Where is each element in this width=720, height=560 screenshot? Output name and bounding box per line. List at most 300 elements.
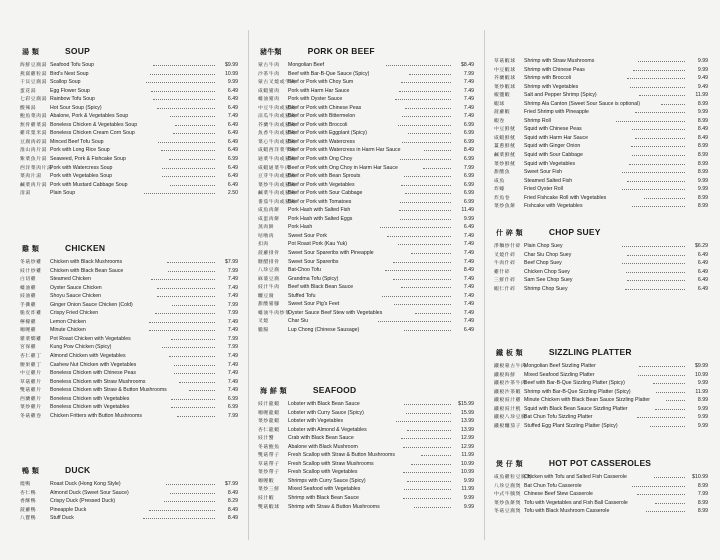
soup-chinese-title: 湯 類	[22, 47, 40, 56]
menu-item-price: 13.99	[461, 418, 474, 425]
menu-item-price: 7.49	[463, 241, 475, 248]
menu-item-price: 7.49	[227, 318, 239, 325]
menu-item-price: $15.99	[458, 401, 474, 407]
dot-leader	[151, 275, 215, 280]
menu-item	[20, 112, 238, 121]
menu-item-price: 6.49	[463, 326, 475, 333]
menu-item-chinese-name: 三鮮什碎	[494, 278, 516, 284]
menu-item	[258, 95, 474, 104]
menu-item-name: Boneless Chicken with Vegetables	[50, 395, 130, 402]
menu-item-name: Pineapple Duck	[50, 506, 87, 513]
menu-item-chinese-name: 豉油雞	[20, 294, 37, 300]
menu-item	[494, 117, 708, 126]
menu-item-price: 10.99	[461, 469, 474, 476]
menu-item-chinese-name: 咸魚雞粒豆腐煲	[494, 475, 532, 480]
menu-item	[258, 146, 474, 155]
menu-item	[494, 74, 708, 83]
dot-leader	[162, 164, 215, 169]
menu-item-price: 9.99	[697, 58, 708, 64]
menu-item-price: 8.99	[697, 482, 709, 489]
menu-item	[258, 155, 474, 164]
menu-item-chinese-name: 雞什碎	[494, 269, 511, 275]
menu-item	[494, 507, 708, 516]
dot-leader	[158, 138, 215, 143]
dot-leader	[401, 78, 451, 83]
menu-item-price: 8.29	[227, 498, 238, 505]
menu-item-price: 8.49	[227, 489, 238, 496]
menu-item-name: Beef or Pork with Watercress	[288, 138, 355, 145]
menu-item	[258, 232, 474, 241]
menu-item-price: 7.99	[697, 491, 709, 498]
pork-beef-list	[258, 61, 474, 335]
menu-item-name: Char Siu	[288, 318, 309, 325]
menu-item-chinese-name: 菜炒帶子	[258, 470, 280, 476]
menu-item-chinese-name: 蠔油牛肉炒菜	[258, 310, 291, 316]
dot-leader	[167, 258, 215, 263]
menu-item	[494, 396, 708, 405]
dot-leader	[168, 267, 215, 272]
menu-item-price: 7.99	[227, 301, 239, 308]
menu-item	[258, 317, 474, 326]
menu-item	[494, 185, 708, 194]
menu-item-chinese-name: 沙茶牛肉	[258, 71, 280, 77]
menu-item	[494, 388, 708, 397]
dot-leader	[630, 83, 685, 88]
menu-item-price: $7.99	[225, 481, 239, 487]
menu-item-price: 9.99	[463, 495, 474, 502]
menu-item-chinese-name: 無骨雞菜湯	[20, 122, 47, 128]
menu-item-name: Scallop Soup	[50, 79, 81, 86]
menu-item-name: Pot Roast Chicken with Vegetables	[50, 335, 131, 342]
dot-leader	[170, 112, 215, 117]
menu-item-name: Lobster with Curry Sauce (Spicy)	[288, 409, 364, 416]
menu-item-name: Fried Oyster Roll	[524, 186, 563, 193]
dot-leader	[170, 489, 215, 494]
menu-item-price: 7.49	[227, 387, 238, 394]
menu-item-price: 6.99	[227, 395, 238, 402]
menu-item-name: Beef or Pork with Bittermelon	[288, 113, 356, 120]
menu-item-price: 11.99	[695, 388, 709, 395]
dot-leader	[157, 292, 215, 297]
menu-item-chinese-name: 扣肉	[258, 242, 269, 248]
menu-item-chinese-name: 燒鴨	[20, 482, 31, 487]
menu-item-price: 6.49	[697, 251, 709, 258]
menu-item-name: Stuffed Egg Plant Sizzling Platter (Spicy)	[524, 422, 618, 429]
menu-item-name: Beef or Pork with Ong Choy in Harm Har Sauce	[288, 164, 398, 171]
dot-leader	[189, 386, 215, 391]
hot-pot-list	[494, 473, 708, 516]
dot-leader	[162, 172, 215, 177]
menu-item-name: Fried Shrimp with Pineapple	[524, 109, 589, 116]
dot-leader	[153, 61, 215, 66]
dot-leader	[405, 104, 451, 109]
menu-item-price: 8.99	[697, 143, 709, 150]
menu-item	[258, 494, 474, 503]
menu-item	[258, 215, 474, 224]
menu-item-chinese-name: 咸魚肉餅	[258, 208, 280, 214]
menu-item-name: Minute Chicken with Black Bean Sauce Sizzling Platter	[524, 397, 651, 404]
menu-item	[258, 87, 474, 96]
dot-leader	[146, 78, 215, 83]
menu-item	[494, 285, 708, 294]
menu-item-chinese-name: 蒙古叉燒或牛肉	[258, 80, 296, 86]
menu-item-name: Shrimp with Bar-B-Que Sizzling Platter (Spicy)	[524, 388, 631, 395]
menu-item-chinese-name: 草菇帶子	[258, 461, 280, 467]
dot-leader	[401, 283, 451, 288]
dot-leader	[150, 70, 215, 75]
menu-item-name: Chicken with Tofu and Salted Fish Casserole	[524, 474, 627, 480]
menu-item-chinese-name: 冬菇炒雞	[20, 260, 42, 265]
menu-item-name: Pork Hash with Salted Eggs	[288, 215, 353, 222]
menu-item-name: Abalone with Black Mushroom	[288, 443, 358, 450]
menu-item	[494, 499, 708, 508]
menu-item-price: 7.49	[463, 292, 474, 299]
menu-item	[258, 400, 474, 409]
menu-item	[20, 121, 238, 130]
menu-item-price: 8.99	[697, 160, 709, 167]
dot-leader	[409, 70, 451, 75]
menu-item	[494, 142, 708, 151]
menu-item-chinese-name: 海鮮豆腐湯	[20, 63, 47, 68]
dot-leader	[404, 400, 451, 405]
dot-leader	[637, 490, 685, 495]
menu-item-price: 7.99	[463, 70, 474, 77]
menu-item-name: Seafood Tofu Soup	[50, 62, 95, 68]
menu-item-name: Pork with Watercress Soup	[50, 164, 113, 171]
dot-leader	[402, 112, 451, 117]
menu-item	[494, 268, 708, 277]
shrimp-squid-list	[494, 57, 708, 211]
dot-leader	[635, 134, 685, 139]
menu-column-left	[20, 0, 238, 560]
menu-item-price: 8.49	[463, 147, 474, 154]
menu-item	[258, 223, 474, 232]
menu-item-chinese-name: 鐵板釀茄子	[494, 423, 521, 429]
menu-item	[494, 134, 708, 143]
menu-item-price: 6.49	[227, 96, 238, 103]
menu-item	[494, 194, 708, 203]
pork-beef-header	[258, 45, 474, 58]
menu-item	[20, 352, 238, 361]
menu-item-chinese-name: 中豆雞片	[20, 371, 42, 377]
menu-item-chinese-name: 蝦球	[494, 101, 505, 107]
menu-item	[258, 104, 474, 113]
menu-item	[20, 361, 238, 370]
menu-item-chinese-name: 冬菇雞卷	[20, 413, 42, 419]
menu-item	[20, 275, 238, 284]
hot-pot-chinese-title: 煲 仔 類	[496, 459, 523, 468]
dot-leader	[171, 403, 215, 408]
menu-item-name: Squid with Harm Har Sauce	[524, 134, 589, 141]
menu-item-chinese-name: 鐵板海鮮	[494, 372, 516, 378]
menu-item-price: 7.49	[463, 275, 475, 282]
menu-item-price: 7.49	[463, 309, 475, 316]
menu-item-price: 6.99	[463, 198, 474, 205]
menu-item-name: Chicken with Black Bean Sauce	[50, 267, 124, 274]
menu-item-name: Lobster with Black Bean Sauce	[288, 401, 360, 407]
menu-item-name: Bat Chun Tofu Casserole	[524, 482, 582, 489]
menu-item-name: Squid with Black Bean Sauce Sizzling Platter	[524, 405, 628, 412]
menu-item-chinese-name: 麻婆豆腐	[258, 276, 280, 282]
hot-pot-title: HOT POT CASSEROLES	[548, 458, 652, 468]
menu-item-name: Pork with Vegetables Soup	[50, 173, 113, 180]
menu-item-chinese-name: 豉汁炒雞	[20, 268, 42, 274]
menu-item-name: Boneless Chicken with Vegetables	[50, 404, 130, 411]
menu-item-chinese-name: 鐵板沙茶牛肉	[494, 381, 527, 387]
chop-suey-header	[494, 226, 708, 239]
menu-item-name: Plain Soup	[50, 190, 76, 197]
menu-item-name: Pork Hash	[288, 224, 313, 231]
menu-item	[20, 489, 238, 498]
menu-item-name: Beef or Pork with Ong Choy	[288, 156, 353, 163]
menu-item-chinese-name: 豉汁蟹	[258, 436, 275, 442]
menu-item-name: Crab with Black Bean Sauce	[288, 435, 354, 442]
duck-chinese-title: 鴨 類	[22, 466, 40, 475]
menu-item-chinese-name: 糖醋排骨	[258, 259, 280, 265]
menu-item	[20, 412, 238, 421]
dot-leader	[631, 142, 685, 147]
dot-leader	[157, 104, 215, 109]
dot-leader	[626, 268, 685, 273]
menu-item	[258, 138, 474, 147]
menu-item-name: Beef with Bar-B-Que Sizzling Platter (Spicy)	[524, 380, 625, 387]
menu-item-name: Almond Duck (Sweet Sour Sauce)	[50, 489, 129, 496]
menu-item-chinese-name: 檸檬雞	[20, 319, 37, 325]
menu-item-price: 9.99	[227, 79, 239, 86]
menu-item	[494, 259, 708, 268]
menu-item-price: 6.49	[697, 260, 708, 267]
menu-item-chinese-name: 豆芽牛肉或豬肉	[258, 174, 296, 180]
menu-item-chinese-name: 豆腐肉碎湯	[20, 139, 47, 145]
menu-item-price: 9.99	[697, 109, 708, 116]
menu-item-name: Squid with Vegetables	[524, 160, 576, 167]
menu-item-price: 10.99	[461, 460, 474, 467]
menu-item-chinese-name: 蛋花湯	[20, 88, 37, 94]
dot-leader	[174, 361, 215, 366]
sizzling-list	[494, 362, 708, 430]
menu-item-name: Pork Hash with Salted Fish	[288, 207, 351, 214]
menu-item-price: 6.49	[227, 87, 239, 94]
dot-leader	[627, 74, 686, 79]
dot-leader	[654, 473, 685, 478]
menu-item	[258, 503, 474, 512]
menu-item-price: 11.99	[695, 92, 709, 99]
menu-item-price: 13.99	[461, 426, 475, 433]
menu-item	[258, 61, 474, 70]
soup-section	[20, 45, 238, 198]
menu-item-price: 7.49	[227, 378, 238, 385]
menu-item-name: Bat-Choo Tofu	[288, 267, 322, 274]
menu-item-chinese-name: 雜菜燜雞	[20, 336, 42, 342]
menu-item-price: 8.49	[227, 515, 238, 522]
menu-item-chinese-name: 菜炒魚餅	[494, 204, 516, 210]
dot-leader	[174, 369, 215, 374]
menu-item-name: Oyster Sauce Chicken	[50, 284, 102, 291]
menu-item-price: 7.99	[227, 310, 238, 317]
menu-item-chinese-name: 蒙古牛肉	[258, 63, 280, 68]
menu-item	[20, 164, 238, 173]
menu-item-price: 7.99	[227, 267, 238, 274]
menu-item	[20, 403, 238, 412]
menu-item-name: Sweet Sour Spareribs	[288, 258, 339, 265]
menu-item	[20, 378, 238, 387]
dot-leader	[401, 181, 451, 186]
dot-leader	[656, 388, 685, 393]
menu-item	[20, 514, 238, 523]
menu-item-name: Shrimp Ala Canton (Sweet Sour Sauce is optional)	[524, 100, 640, 107]
chop-suey-list	[494, 242, 708, 293]
dot-leader	[632, 125, 685, 130]
chop-suey-title: CHOP SUEY	[548, 227, 601, 237]
menu-item-name: Shrimp Roll	[524, 117, 551, 124]
dot-leader	[407, 477, 451, 482]
dot-leader	[149, 318, 215, 323]
dot-leader	[421, 451, 451, 456]
menu-item-name: Pork with Mustard Cabbage Soup	[50, 181, 128, 188]
chop-suey-chinese-title: 什 碎 類	[496, 228, 523, 237]
menu-item-name: Sweet Sour Spareribs with Pineapple	[288, 250, 374, 257]
menu-item	[258, 240, 474, 249]
menu-item-name: Shrimp Chop Suey	[524, 285, 568, 292]
menu-item-name: Lobster with Almond & Vegetables	[288, 426, 367, 433]
dot-leader	[629, 160, 685, 165]
menu-item-chinese-name: 淨麵炒什碎	[494, 244, 521, 249]
menu-item-price: 2.50	[227, 190, 238, 197]
dot-leader	[400, 155, 451, 160]
menu-item-price: 7.99	[463, 164, 475, 171]
menu-item-chinese-name: 草菇蝦球	[494, 59, 516, 64]
menu-item	[20, 480, 238, 489]
menu-item-price: 6.49	[227, 130, 238, 137]
dot-leader	[149, 326, 215, 331]
dot-leader	[398, 121, 451, 126]
dot-leader	[644, 194, 685, 199]
menu-item	[494, 242, 708, 251]
menu-item-chinese-name: 咖喱龍蝦	[258, 410, 280, 416]
menu-item	[20, 146, 238, 155]
menu-item-chinese-name: 鐵板豉汁雞	[494, 398, 521, 404]
menu-item-name: Minute Chicken	[50, 327, 86, 334]
dot-leader	[625, 285, 685, 290]
menu-item-name: Pork with Harm Har Sauce	[288, 87, 350, 94]
menu-item-name: Cashew Nut Chicken with Vegetables	[50, 361, 137, 368]
chicken-header	[20, 242, 238, 255]
duck-title: DUCK	[65, 465, 91, 475]
menu-item-chinese-name: 脆皮炸雞	[20, 311, 42, 317]
menu-item-chinese-name: 叉燒	[258, 319, 269, 325]
menu-item-chinese-name: 炸蠔	[494, 187, 505, 193]
menu-item-chinese-name: 咸蝦鮮魷	[494, 135, 516, 141]
dot-leader	[627, 251, 685, 256]
dot-leader	[400, 215, 451, 220]
sizzling-header	[494, 346, 708, 359]
dot-leader	[393, 275, 451, 280]
menu-item-chinese-name: 鐵板沙茶蝦	[494, 389, 521, 395]
menu-item-price: 8.99	[697, 203, 709, 210]
menu-item-chinese-name: 菜炒龍蝦	[258, 419, 280, 425]
duck-header	[20, 464, 238, 477]
dot-leader	[666, 396, 685, 401]
menu-item-chinese-name: 豉汁牛肉	[258, 285, 280, 291]
dot-leader	[155, 309, 215, 314]
menu-item-chinese-name: 菜肉片湯	[20, 174, 42, 180]
menu-item-name: Salt and Pepper Shrimp (Spicy)	[524, 92, 597, 99]
menu-item-name: Fresh Scallop with Straw & Button Mushrooms	[288, 452, 395, 459]
menu-item-price: 8.49	[697, 134, 709, 141]
menu-item-price: 7.49	[227, 370, 238, 377]
menu-item-name: Squid with Chinese Peas	[524, 126, 582, 133]
menu-item-chinese-name: 薑蔥鮮魷	[494, 144, 516, 150]
menu-item-price: 8.99	[697, 194, 708, 201]
dot-leader	[153, 95, 215, 100]
menu-item	[20, 386, 238, 395]
menu-item-price: 7.49	[463, 258, 474, 265]
dot-leader	[622, 259, 685, 264]
dot-leader	[404, 172, 451, 177]
menu-item-chinese-name: 紫菜魚片湯	[20, 157, 47, 163]
dot-leader	[398, 240, 452, 245]
dot-leader	[402, 138, 452, 143]
dot-leader	[378, 317, 451, 322]
menu-item-chinese-name: 咸蝦豬肉	[258, 88, 280, 94]
menu-item-name: Plain Chop Suey	[524, 243, 563, 249]
menu-item	[258, 112, 474, 121]
menu-item	[258, 460, 474, 469]
dot-leader	[164, 497, 215, 502]
menu-item-price: 12.99	[461, 443, 474, 450]
seafood-header	[258, 384, 474, 397]
menu-item-price: 6.99	[463, 156, 475, 163]
dot-leader	[661, 100, 685, 105]
menu-item-chinese-name: 椒鹽蝦	[494, 93, 511, 99]
chop-suey-section	[494, 226, 708, 293]
menu-item	[258, 189, 474, 198]
chicken-chinese-title: 雞 類	[22, 244, 40, 253]
menu-item-price: 7.49	[227, 113, 239, 120]
menu-item-price: 8.49	[227, 506, 238, 513]
chicken-title: CHICKEN	[65, 243, 106, 253]
dot-leader	[424, 146, 451, 151]
menu-item-name: Shrimp with Straw & Button Mushrooms	[288, 503, 380, 510]
dot-leader	[406, 409, 451, 414]
menu-item-chinese-name: 炸魚卷	[494, 195, 511, 201]
menu-column-right	[494, 0, 708, 560]
menu-item-chinese-name: 蝦仁什碎	[494, 286, 516, 292]
menu-item-name: Char Siu Chop Suey	[524, 251, 572, 258]
menu-item	[20, 258, 238, 267]
menu-item	[494, 251, 708, 260]
menu-item-price: 7.49	[463, 284, 475, 291]
dot-leader	[396, 417, 451, 422]
menu-item-price: 7.49	[227, 293, 239, 300]
menu-item-price: 9.49	[697, 83, 708, 90]
menu-item-chinese-name: 鹹菜牛肉或豬肉	[258, 191, 296, 197]
menu-item-price: 8.99	[697, 499, 708, 506]
menu-item	[258, 70, 474, 79]
menu-item-name: Hot Sour Soup (Spicy)	[50, 104, 102, 111]
menu-item	[258, 78, 474, 87]
menu-item-chinese-name: 菠蘿排骨	[258, 251, 280, 257]
dot-leader	[655, 405, 685, 410]
menu-item-chinese-name: 杏仁龍蝦	[258, 427, 280, 433]
menu-item-price: 8.49	[697, 126, 708, 133]
menu-item	[258, 426, 474, 435]
menu-item-name: Roast Duck (Hong Kong Style)	[50, 481, 121, 487]
menu-item-name: Grandma Tofu (Spicy)	[288, 275, 339, 282]
menu-item-name: Chicken with Black Mushrooms	[50, 259, 123, 265]
menu-item-chinese-name: 咸蝦西洋菜牛肉	[258, 148, 296, 154]
menu-item	[20, 61, 238, 70]
